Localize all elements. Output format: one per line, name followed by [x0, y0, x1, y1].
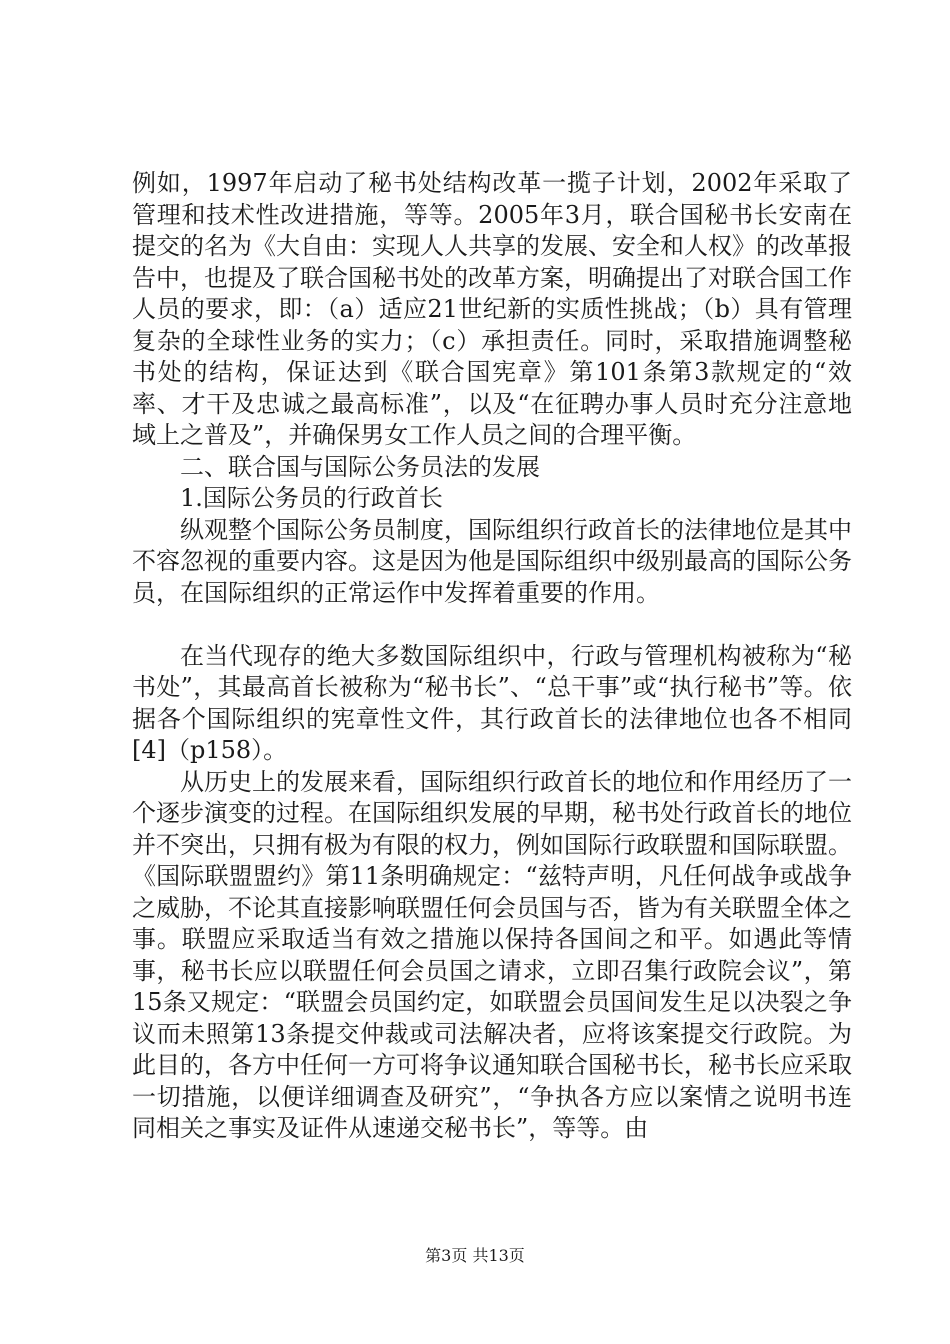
document-body: [132, 168, 852, 1145]
paragraph: 从历史上的发展来看，国际组织行政首长的地位和作用经历了一个逐步演变的过程。在国际组织发展的早期，秘书处行政首长的地位并不突出，只拥有极为有限的权力，例如国际行政联盟和国际联盟。《国际联盟盟约》第11条明确规定：“兹特声明，凡任何战争或战争之威胁，不论其直接影响联盟任何会员国与否，皆为有关联盟全体之事。联盟应采取适当有效之措施以保持各国间之和平。如遇此等情事，秘书长应以联盟任何会员国之请求，立即召集行政院会议”，第15条又规定：“联盟会员国约定，如联盟会员国间发生足以决裂之争议而未照第13条提交仲裁或司法解决者，应将该案提交行政院。为此目的，各方中任何一方可将争议通知联合国秘书长，秘书长应采取一切措施，以便详细调查及研究”，“争执各方应以案情之说明书连同相关之事实及证件从速递交秘书长”，等等。由: [132, 767, 852, 1142]
paragraph: 纵观整个国际公务员制度，国际组织行政首长的法律地位是其中不容忽视的重要内容。这是因为他是国际组织中级别最高的国际公务员，在国际组织的正常运作中发挥着重要的作用。: [132, 515, 852, 607]
page-number-footer: 第3页 共13页: [425, 1246, 525, 1265]
subsection-heading: 1.国际公务员的行政首长: [180, 484, 443, 512]
paragraph: 在当代现存的绝大多数国际组织中，行政与管理机构被称为“秘书处”，其最高首长被称为“秘书长”、“总干事”或“执行秘书”等。依据各个国际组织的宪章性文件，其行政首长的法律地位也各不相同[4]（p158）。: [132, 641, 852, 764]
paragraph-continuation: 例如，1997年启动了秘书处结构改革一揽子计划，2002年采取了管理和技术性改进措施，等等。2005年3月，联合国秘书长安南在提交的名为《大自由：实现人人共享的发展、安全和人权》的改革报告中，也提及了联合国秘书处的改革方案，明确提出了对联合国工作人员的要求，即：（a）适应21世纪新的实质性挑战；（b）具有管理复杂的全球性业务的实力；（c）承担责任。同时，采取措施调整秘书处的结构，保证达到《联合国宪章》第101条第3款规定的“效率、才干及忠诚之最高标准”，以及“在征聘办事人员时充分注意地域上之普及”，并确保男女工作人员之间的合理平衡。: [132, 169, 852, 449]
section-heading: 二、联合国与国际公务员法的发展: [180, 452, 540, 481]
